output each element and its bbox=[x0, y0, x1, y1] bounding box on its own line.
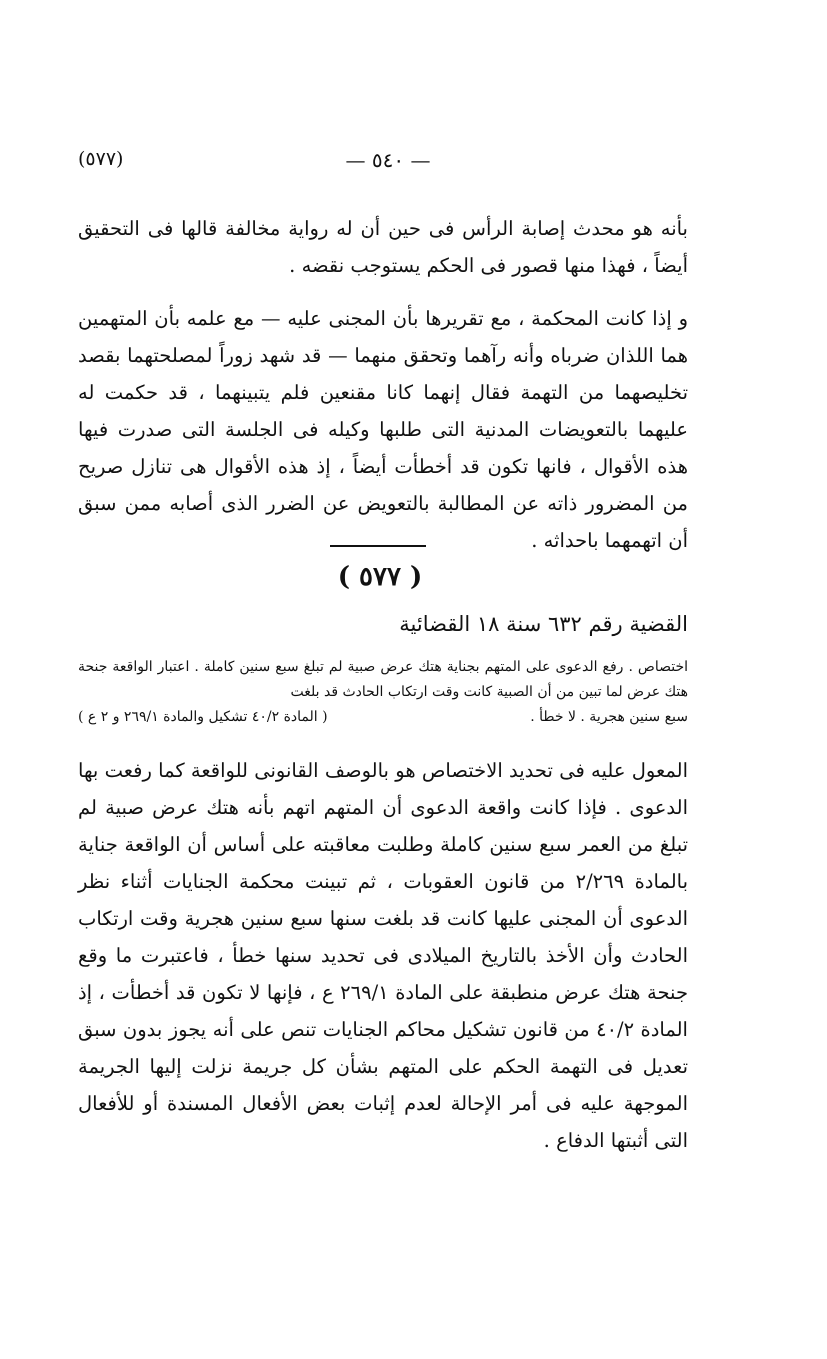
page-header bbox=[78, 148, 688, 178]
paragraph-ruling bbox=[78, 300, 688, 559]
paragraph-continuation bbox=[78, 210, 688, 284]
paragraph-text: و إذا كانت المحكمة ، مع تقريرها بأن المجنى عليه — مع علمه بأن المتهمين هما اللذان ضرباه وأنه رآهما وتحقق منهما — قد شهد زوراً لمصلحتهما بقصد تخليصهما من التهمة فقال إنهما كانا مقنعين فلم يتبينهما ، قد حكمت له عليهما بالتعويضات المدنية التى طلبها وكيله فى الجلسة التى صدرت فيها هذه الأقوال ، فانها تكون قد أخطأت أيضاً ، إذ هذه الأقوال هى تنازل صريح من المضرور ذاته عن المطالبة بالتعويض عن الضرر الذى أصابه ممن سبق أن اتهمهما باحداثه . bbox=[78, 307, 688, 552]
paragraph-text: بأنه هو محدث إصابة الرأس فى حين أن له رواية مخالفة قالها فى التحقيق أيضاً ، فهذا منها قصور فى الحكم يستوجب نقضه . bbox=[78, 217, 688, 277]
summary-last-line-text: سبع سنين هجرية . لا خطأ . bbox=[530, 709, 688, 725]
summary-text: اختصاص . رفع الدعوى على المتهم بجناية هتك عرض صبية لم تبلغ سبع سنين كاملة . اعتبار الواقعة جنحة هتك عرض لما تبين من أن الصبية كانت وقت ارتكاب الحادث قد بلغت bbox=[78, 659, 688, 700]
header-case-reference: (٥٧٧) bbox=[78, 148, 124, 170]
paragraph-text: المعول عليه فى تحديد الاختصاص هو بالوصف القانونى للواقعة كما رفعت بها الدعوى . فإذا كانت واقعة الدعوى أن المتهم اتهم بأنه هتك عرض صبية لم تبلغ من العمر سبع سنين كاملة وطلبت معاقبته على أساس أن الواقعة جناية بالمادة ٢/٢٦٩ من قانون العقوبات ، ثم تبينت محكمة الجنايات أثناء نظر الدعوى أن المجنى عليها كانت قد بلغت سنها سبع سنين هجرية وقت ارتكاب الحادث وأن الأخذ بالتاريخ الميلادى فى تحديد سنها خطأ ، فاعتبرت ما وقع جنحة هتك عرض منطبقة على المادة ٢٦٩/١ ع ، فإنها لا تكون قد أخطأت ، إذ المادة ٤٠/٢ من قانون تشكيل محاكم الجنايات تنص على أنه يجوز بدون سبق تعديل فى التهمة الحكم على المتهم بشأن كل جريمة نزلت إليها الجريمة الموجهة عليه فى أمر الإحالة لعدم إثبات بعض الأفعال المسندة أو للأفعال التى أثبتها الدفاع . bbox=[78, 759, 689, 1152]
section-divider bbox=[330, 545, 426, 547]
page-number: — ٥٤٠ — bbox=[345, 148, 431, 172]
summary-last-line bbox=[78, 705, 688, 730]
paragraph-judgment bbox=[78, 752, 688, 1159]
summary-legal-articles: ( المادة ٤٠/٢ تشكيل والمادة ٢٦٩/١ و ٢ ع ) bbox=[78, 709, 328, 725]
case-summary bbox=[78, 655, 688, 730]
case-title: القضية رقم ٦٣٢ سنة ١٨ القضائية bbox=[399, 612, 688, 636]
case-number-heading: ( ٥٧٧ ) bbox=[337, 562, 423, 592]
